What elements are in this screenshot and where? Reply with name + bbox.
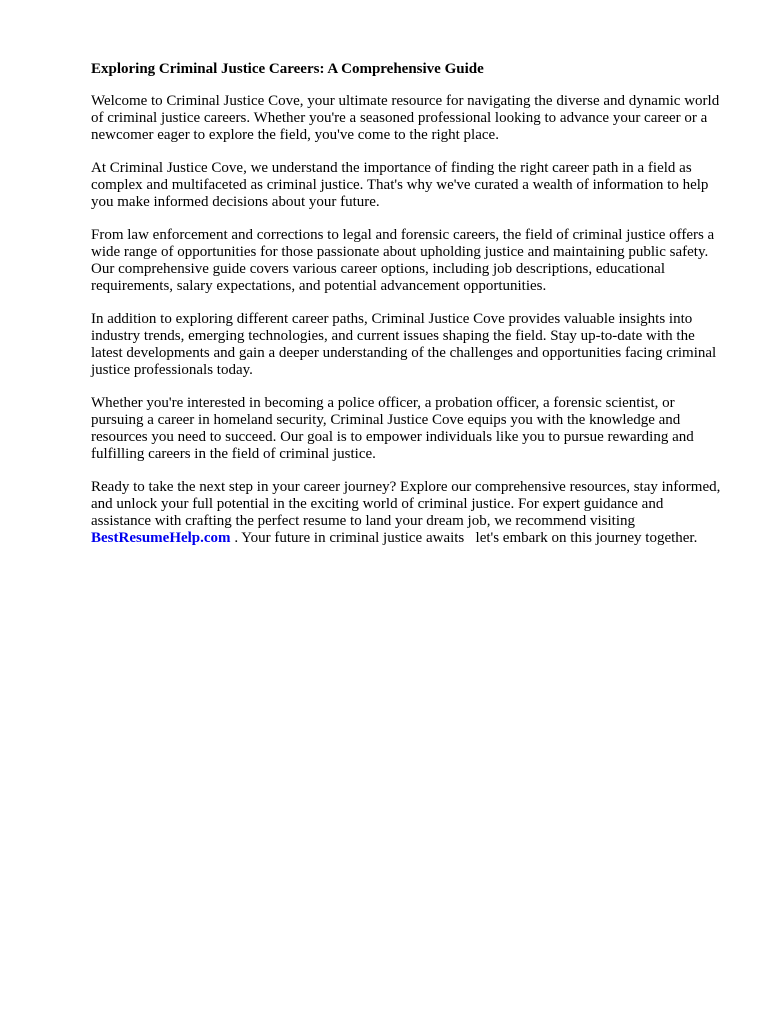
paragraph-welcome: Welcome to Criminal Justice Cove, your ultimate resource for navigating the diverse and dynamic world of criminal justice careers. Whether you're a seasoned professional looking to advance your career or a newcomer eager to explore the field, you've come to the right place. [91, 93, 720, 143]
paragraph-career-path: At Criminal Justice Cove, we understand the importance of finding the right career path in a field as complex and multifaceted as criminal justice. That's why we've curated a wealth of information to help you make informed decisions about your future. [91, 160, 709, 210]
document-content [91, 60, 721, 563]
paragraph-next-step-text: Ready to take the next step in your career journey? Explore our comprehensive resources, stay informed, and unlock your full potential in the exciting world of criminal justice. For expert guidance and assistance with crafting the perfect resume to land your dream job, we recommend visiting [91, 479, 721, 529]
document-title: Exploring Criminal Justice Careers: A Comprehensive Guide [91, 61, 484, 77]
paragraph-opportunities: From law enforcement and corrections to legal and forensic careers, the field of criminal justice offers a wide range of opportunities for those passionate about upholding justice and maintaining public safety. Our comprehensive guide covers various career options, including job descriptions, educational requirements, salary expectations, and potential advancement opportunities. [91, 227, 715, 294]
paragraph-goal: Whether you're interested in becoming a police officer, a probation officer, a forensic scientist, or pursuing a career in homeland security, Criminal Justice Cove equips you with the knowledge and resources you need to succeed. Our goal is to empower individuals like you to pursue rewarding and fulfilling careers in the field of criminal justice. [91, 395, 694, 462]
best-resume-help-link[interactable]: BestResumeHelp.com [91, 530, 231, 546]
paragraph-next-step-closing: . Your future in criminal justice awaits let's embark on this journey together. [230, 530, 698, 546]
paragraph-next-step [91, 479, 721, 547]
paragraph-insights: In addition to exploring different career paths, Criminal Justice Cove provides valuable insights into industry trends, emerging technologies, and current issues shaping the field. Stay up-to-date with the latest developments and gain a deeper understanding of the challenges and opportunities facing criminal justice professionals today. [91, 311, 717, 378]
